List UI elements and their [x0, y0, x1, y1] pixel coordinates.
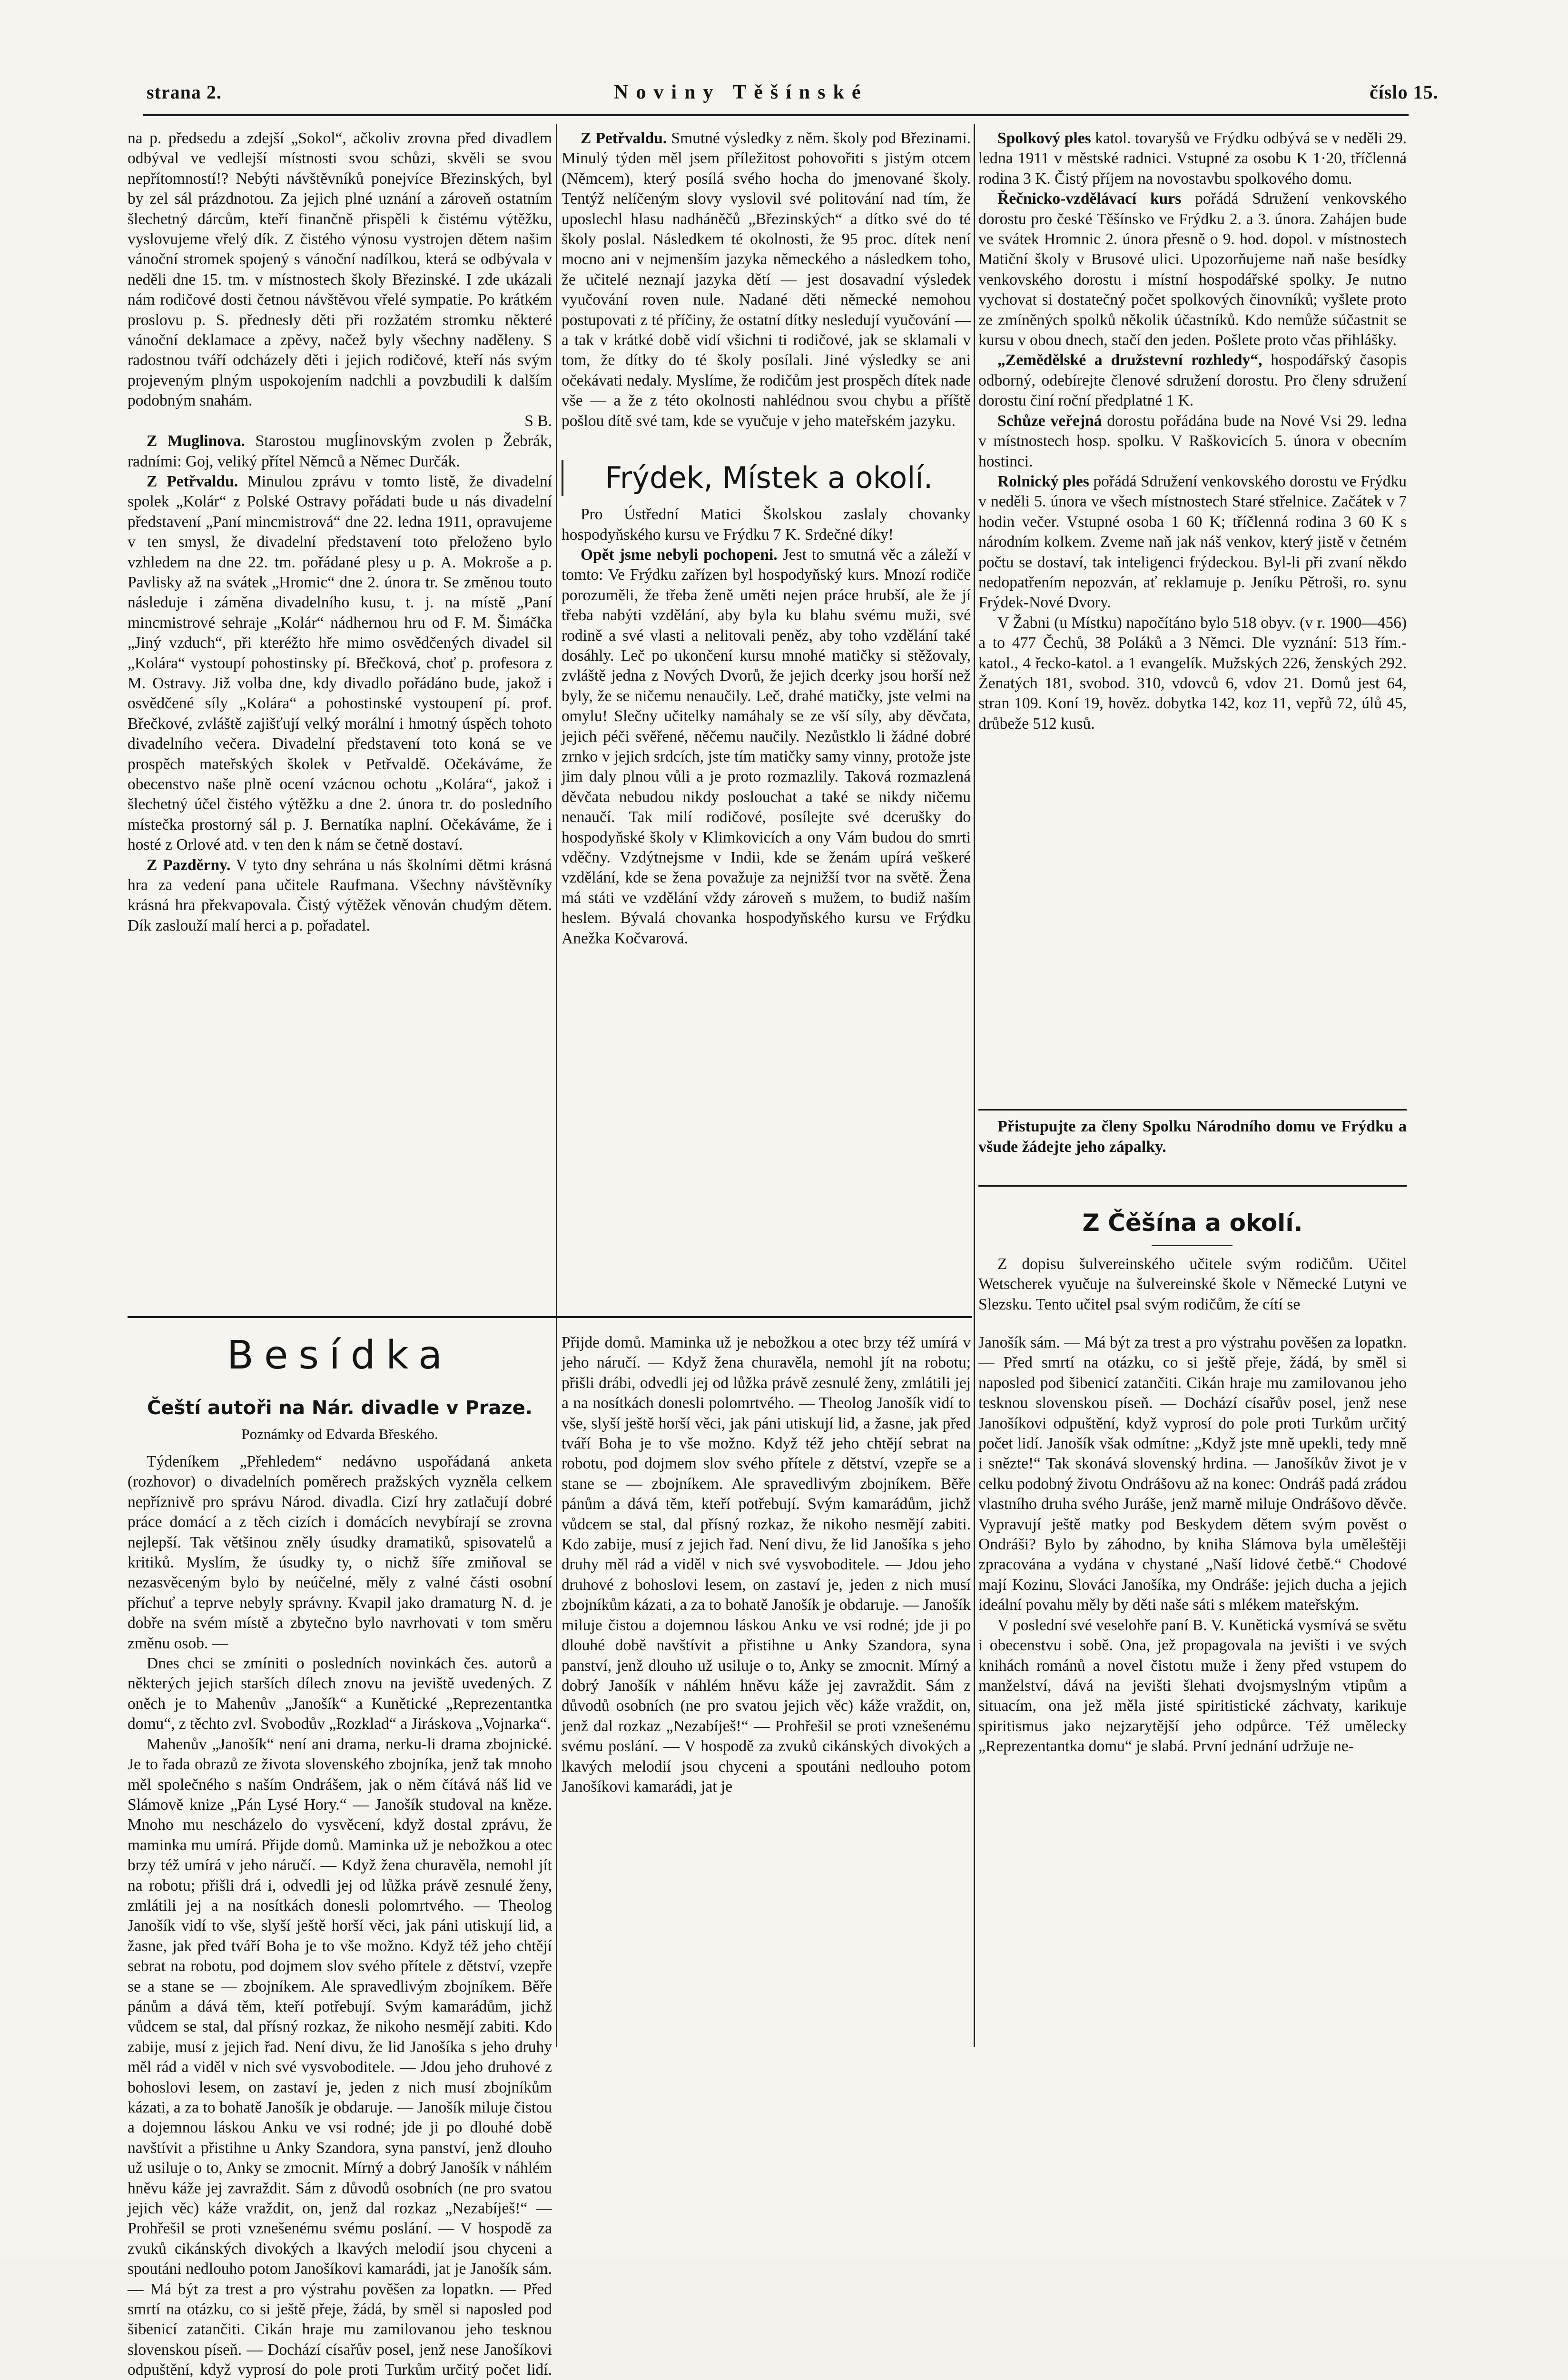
article-lead: Spolkový ples	[997, 129, 1091, 147]
article-paragraph	[978, 350, 1407, 411]
article-lead: Řečnicko-vzdělávací kurs	[997, 190, 1182, 208]
besidka-column-2	[562, 1333, 971, 2047]
article-signature: S B.	[524, 412, 552, 430]
article-text: pořádá Sdružení venkovského dorostu pro české Těšínsko ve Frýdku 2. a 3. února. Zahájen bude ve svátek Hromnic 2. února přesně o 9. hod. dopol. v místnostech Matiční školy v Brusové ulici. Upozorňujeme naň naše besídky venkovského dorostu i místní hospodářské spolky. Je nutno vychovat si dostatečný počet spolkových činovníků; vyšlete proto ze zmíněných spolků několik účastníků. Kdo nemůže súčastnit se kursu v obou dnech, stačí den jeden. Pošlete proto včas přihlášky.	[978, 190, 1407, 349]
article-lead: Schůze veřejná	[997, 412, 1102, 430]
article-text: hospodářský časopis odborný, odebírejte členové sdružení dorostu. Pro členy sdružení dorostu činí roční předplatné 1 K.	[978, 351, 1407, 410]
article-text: katol. tovaryšů ve Frýdku odbývá se v neděli 29. ledna 1911 v městské radnici. Vstupné za osobu K 1·20, tříčlenná rodina 3 K. Čistý příjem na novostavbu spolkového domu.	[978, 129, 1407, 188]
article-paragraph	[128, 431, 552, 472]
besidka-paragraph: V poslední své veselohře paní B. V. Kunětická vysmívá se světu i obecenstvu i sobě. Ona, jež propagovala na jevišti i ve svých knihách románů a novel čistotu muže i ženy před vstupem do manželství, dává na jevišti šlehati dvojsmyslným vtipům a situacím, ona jež měla jisté spiritistické záchvaty, karikuje spiritismus jako nejzarytější jeho odpůrce. Též umělecky „Reprezentantka domu“ je slabá. První jednání udržuje ne-	[978, 1616, 1407, 1755]
besidka-title: Besídka	[227, 1333, 453, 1378]
masthead-title: Noviny Těšínské	[614, 81, 868, 103]
article-lead: Opět jsme nebyli pochopeni.	[581, 545, 778, 564]
article-paragraph	[128, 472, 552, 855]
article-text: Jest to smutná věc a záleží v tomto: Ve Frýdku zařízen byl hospodyňský kurs. Mnozí rodiče porozuměli, že třeba ženě uměti nejen práce hrubší, ale že jí třeba nabýti vzdělání, aby byla ku blahu svému muži, své rodině a své vlasti a nelitovali peněz, aby toho vzdělání také dosáhly. Leč po ukončení kursu mnohé matičky si stěžovaly, zvláště jedna z Nových Dvorů, že jejich dcerky jsou horší než byly, že se ničemu nenaučily. Leč, drahé matičky, jste velmi na omylu! Slečny učitelky namáhaly se ze vší síly, aby děvčata, jejich péči svěřené, něčemu naučily. Nezůstklo li žádné dobré zrnko v jejich srdcích, jste tím matičky samy vinny, protože jste jim daly plnou vůli a je proto rozmazlily. Taková rozmazlená děvčata nebudou nikdy poslouchat a také se nikdy ničemu nenaučí. Tak milí rodičové, posílejte své dcerušky do hospodyňské školy v Klimkovicích a ony Vám budou do smrti vděčny. Vzdýtnejsme v Indii, kde se ženám upírá veškeré vzdělání, kde se žena považuje za nejnižší tvor na světě. Žena má státi ve vzdělání vždy zároveň s mužem, to budiž naším heslem. Bývalá chovanka hospodyňského kursu ve Frýdku Anežka Kočvarová.	[562, 545, 971, 947]
besidka-paragraph: Mahenův „Janošík“ není ani drama, nerku-li drama zbojnické. Je to řada obrazů ze života slovenského zbojníka, jenž tak mnoho měl společného s naším Ondrášem, jak o něm čítává náš lid ve Slámově knize „Pán Lysé Hory.“ — Janošík studoval na kněze. Mnoho mu nescházelo do vysvěcení, když dostal zprávu, že maminka mu umírá. Přijde domů. Maminka už je nebožkou a otec brzy též umírá v jeho náručí. — Když žena churavěla, nemohl jít na robotu; přišli drá i, odvedli jej od lůžka právě zesnulé ženy, zmlátili jej a na nosítkách donesli polomrtvého. — Theolog Janošík vidí to vše, slyší ještě horší věci, jak páni utiskují lid, a žasne, jak před tváří Boha je to vše možno. Když též jeho chtějí sebrat na robotu, pod dojmem slov svého přítele z dětství, vzepře se a stane se — zbojníkem. Ale spravedlivým zbojníkem. Běře pánům a dává těm, kteří potřebují. Svým kamarádům, jichž vůdcem se stal, dal přísný rozkaz, že nikoho nesmějí zabiti. Kdo zabije, musí z jejich řad. Není divu, že lid Janošíka s jeho druhy měl rád a viděl v nich své vysvoboditele. — Jdou jeho druhové z bohoslovi lesem, on zastaví je, jeden z nich musí zbojníkům kázati, a za to bohatě Janošík je obdaruje. — Janošík miluje čistou a dojemnou láskou Anku ve vsi rodné; jde ji po dlouhé době navštívit a přistihne u Anky Szandora, syna panství, jenž dlouho už usiluje o to, Anky se zmocnit. Mírný a dobrý Janošík v náhlém hněvu káže jej zavraždit. Sám z důvodů osobních (ne pro svatou jejich věc) káže vraždit, on, jenž dal rozkaz „Nezabíješ!“ — Prohřešil se proti vznešenému svému poslání. — V hospodě za zvuků cikánských divokých a lkavých melodií jsou chyceni a spoutáni nedlouho potom Janošíkovi kamarádi, jat je Janošík sám. — Má být za trest a pro výstrahu pověšen za lopatkn. — Před smrtí na otázku, co si ještě přeje, žádá, by směl si naposled pod šibenicí zatančiti. Cikán hraje mu zamilovanou jeho tesknou slovenskou píseň. — Dochází císařův posel, jenž nese Janošíkovi odpuštění, když vyprosí do pole proti Turkům určitý počet lidí.	[128, 1735, 552, 2379]
column-rule-1	[556, 124, 557, 2047]
title-underline	[1152, 1245, 1233, 1246]
article-paragraph	[978, 411, 1407, 472]
article-paragraph: na p. předsedu a zdejší „Sokol“, ačkoliv zrovna před divadlem odbýval ve vedlejší místnosti svou schůzi, skvěli se svou nepřítomností!? Nebýti návštěvníků ponejvíce Březinských, byl by zel sál prázdnotou. Za jejich plné uznání a zároveň ostatním šlechetný dárcům, kteří finančně přispěli k čistému výtěžku, vyslovujeme vřelý dík. Z čistého výnosu vystrojen dětem našim vánoční stromek spojený s vánoční nadílkou, která se odbývala v neděli dne 15. tm. v místnostech školy Březinské. I zde ukázali nám rodičové dosti četnou návštěvou vřelé sympatie. Po krátkém proslovu p. S. přednesly děti při rozžatém stromku některé vánoční deklamace a zpěvy, načež byly všechny naděleny. S radostnou tváří odcházely děti i jejich rodičové, kteří nás svým projeveným plným uspokojením nadchli a povzbudili k dalším podobným snahám.	[128, 129, 552, 410]
article-text: dorostu pořádána bude na Nové Vsi 29. ledna v místnostech hosp. spolku. V Raškovicích 5. února v obecním hostinci.	[978, 412, 1407, 470]
besidka-paragraph: Týdeníkem „Přehledem“ nedávno uspořádaná anketa (rozhovor) o divadelních poměrech pražských vyzněla celkem nepříznivě pro správu Národ. divadla. Cizí hry zatlačují dobré práce domácí a z těch cizích i domácích nevybírají se zrovna nejlepší. Tak většinou zněly úsudky dramatiků, spisovatelů a kritiků. Myslím, že úsudky ty, o nichž šíře zmiňoval se nezasvěceným bylo by neúčelné, měly z valné části osobní příchuť a teprve nebyly správny. Kvapil jako dramaturg N. d. je dobře na svém místě a zbytečno bylo navrhovati v tom směru změnu osob. —	[128, 1453, 552, 1652]
column-3	[978, 129, 1407, 1219]
issue-number: číslo 15.	[1370, 81, 1439, 103]
article-paragraph	[562, 129, 971, 431]
article-lead: Z Pazděrny.	[147, 856, 231, 874]
besidka-column-3	[978, 1333, 1407, 2047]
section-title-frydek: Frýdek, Místek a okolí.	[562, 460, 971, 496]
article-lead: Z Petřvaldu.	[147, 472, 238, 490]
spolek-notice: Přistupujte za členy Spolku Národního domu ve Frýdku a všude žádejte jeho zápalky.	[978, 1118, 1407, 1156]
column-2	[562, 129, 971, 1309]
column-1	[128, 129, 552, 1309]
article-lead: Rolnický ples	[997, 472, 1089, 490]
header-rule	[143, 114, 1409, 116]
section-title-tesin: Z Čěšína a okolí.	[1082, 1209, 1303, 1237]
article-text: Minulou zprávu v tomto listě, že divadelní spolek „Kolár“ z Polské Ostravy pořádati bude u nás divadelní představení „Paní mincmistrová“ dne 22. ledna 1911, opravujeme v ten smysl, že divadelní představení toto přeloženo bylo vzhledem na dne 22. tm. pořádané plesy u p. A. Mokroše a p. Pavlisky až na svátek „Hromic“ dne 2. února tr. Se změnou touto následuje i záměna divadelního kusu, t. j. na místě „Paní mincmistrové sehraje „Kolár“ nádhernou hru od F. M. Šimáčka „Jiný vzduch“, při kteréžto hře mimo osvědčených divadel sil „Kolára“ vystoupí pohostinsky pí. Břečková, choť p. profesora z M. Ostravy. Již volba dne, kdy divadlo pořádáno bude, jakož i osvědčené síly „Kolára“ a pohostinské vystoupení pí. prof. Břečkové, zvláště zajišťují velký morální i hmotný úspěch tohoto divadelního večera. Divadelní představení toto koná se ve prospěch mateřských školek v Petřvaldě. Očekáváme, že obecenstvo naše plně ocení vzácnou ochotu „Kolára“, jakož i šlechetný účel čistého výtěžku a dne 2. února tr. do posledního místečka prostorný sál p. J. Bernatíka naplní. Očekáváme, že i hosté z Orlové atd. v ten den k nám se četně dostaví.	[128, 472, 552, 854]
article-text: pořádá Sdružení venkovského dorostu ve Frýdku v neděli 5. února ve všech místnostech Staré střelnice. Začátek v 7 hodin večer. Vstupné osoba 1 60 K; tříčlenná rodina 3 60 K s národním kolkem. Zveme naň jak náš venkov, který jistě v četném počtu se dostaví, tak inteligenci frýdeckou. Byl-li při zvaní někdo nedopatřením nepozván, ať reklamuje p. Jeníku Pětroši, ro. synu Frýdek-Nové Dvory.	[978, 472, 1407, 612]
besidka-column-1	[128, 1452, 552, 2379]
article-paragraph	[978, 472, 1407, 613]
besidka-byline: Poznámky od Edvarda Břeského.	[241, 1426, 438, 1442]
article-paragraph	[562, 545, 971, 949]
article-lead: Z Petřvaldu.	[581, 129, 667, 147]
article-paragraph	[978, 129, 1407, 189]
article-paragraph: Pro Ústřední Matici Školskou zaslaly chovanky hospodyňského kursu ve Frýdku 7 K. Srdečné díky!	[562, 506, 971, 544]
article-paragraph	[128, 855, 552, 936]
article-paragraph	[978, 189, 1407, 350]
besidka-subtitle: Čeští autoři na Nár. divadle v Praze.	[147, 1397, 533, 1419]
besidka-continued: Přijde domů. Maminka už je nebožkou a otec brzy též umírá v jeho náručí. — Když žena churavěla, nemohl jít na robotu; přišli drábi, odvedli jej od lůžka právě zesnulé ženy, zmlátili jej a na nosítkách donesli polomrtvého. — Theolog Janošík vidí to vše, slyší ještě horší věci, jak páni utiskují lid, a žasne, jak před tváří Boha je to vše možno. Když též jeho chtějí sebrat na robotu, pod dojmem slov svého přítele z dětství, vzepře se a stane se — zbojníkem. Ale spravedlivým zbojníkem. Běře pánům a dává těm, kteří potřebují. Svým kamarádům, jichž vůdcem se stal, dal přísný rozkaz, že nikoho nesmějí zabiti. Kdo zabije, musí z jejich řad. Není divu, že lid Janošíka s jeho druhy měl rád a viděl v nich své vysvoboditele. — Jdou jeho druhové z bohoslovi lesem, on zastaví je, jeden z nich musí zbojníkům kázati, a za to bohatě Janošík je obdaruje. — Janošík miluje čistou a dojemnou láskou Anku ve vsi rodné; jde ji po dlouhé době navštívit a přistihne u Anky Szandora, syna panství, jenž dlouho už usiluje o to, Anky se zmocnit. Mírný a dobrý Janošík v náhlém hněvu káže jej zavraždit. Sám z důvodů osobních (ne pro svatou jejich věc) káže vraždit, on, jenž dal rozkaz „Nezabíješ!“ — Prohřešil se proti vznešenému svému poslání. — V hospodě za zvuků cikánských divokých a lkavých melodií jsou chyceni a spoutáni nedlouho potom Janošíkovi kamarádi, jat je	[562, 1334, 971, 1795]
article-paragraph: V Žabni (u Místku) napočítáno bylo 518 obyv. (v r. 1900—456) a to 477 Čechů, 38 Poláků a 3 Němci. Dle vyznání: 513 řím.-katol., 4 řecko-katol. a 1 evangelík. Mužských 226, ženských 292. Ženatých 181, svobod. 310, vdovců 6, vdov 21. Domů jest 64, stran 109. Koní 19, hověz. dobytka 142, koz 11, vepřů 72, úlů 45, drůbeže 512 kusů.	[978, 614, 1407, 733]
tesin-article: Z dopisu šulvereinského učitele svým rodičům. Učitel Wetscherek vyučuje na šulvereinské škole v Německé Lutyni ve Slezsku. Tento učitel psal svým rodičům, že cítí se	[978, 1255, 1407, 1313]
besidka-continued: Janošík sám. — Má být za trest a pro výstrahu pověšen za lopatkn. — Před smrtí na otázku, co si ještě přeje, žádá, by směl si naposled pod šibenicí zatančiti. Cikán hraje mu zamilovanou jeho tesknou slovenskou píseň. — Dochází císařův posel, jenž nese Janošíkovi odpuštění, když vyprosí do pole proti Turkům určitý počet lidí. Janošík však odmítne: „Když jste mně upekli, tedy mně i snězte!“ Tak skonává slovenský hrdina. — Janošíkův život je v celku podobný životu Ondrášovu až na konec: Ondráš padá zrádou vlastního druha svého Juráše, jenž marně miluje Ondrášovo děvče. Vypravují ještě matky pod Beskydem dětem svým pověst o Ondráši? Bylo by záhodno, by kniha Slámova byla uměleštěji zpracována a vydána v chystané „Naší lidové četbě.“ Chodové mají Kozinu, Slováci Janošíka, my Ondráše: jejich ducha a jejich ideální povahu měly by děti naše sáti s mlékem mateřským.	[978, 1334, 1407, 1614]
page-number: strana 2.	[147, 81, 222, 103]
notice-rule-top	[978, 1109, 1407, 1111]
besidka-paragraph: Dnes chci se zmíniti o posledních novinkách čes. autorů a některých jejich starších dílech znovu na jeviště uvedených. Z oněch je to Mahenův „Janošík“ a Kunětické „Reprezentantka domu“, z těchto zvl. Svobodův „Rozklad“ a Jiráskova „Vojnarka“.	[128, 1655, 552, 1733]
article-lead: Z Muglinova.	[147, 432, 245, 450]
column-rule-2	[974, 124, 975, 2047]
article-text: V tyto dny sehrána u nás školními dětmi krásná hra za vedení pana učitele Raufmana. Všechny návštěvníky krásná hra překvapovala. Čistý výtěžek věnován chudým dětem. Dík zaslouží malí herci a p. pořadatel.	[128, 856, 552, 934]
article-text: Starostou mugĺinovským zvolen p Žebrák, radními: Goj, veliký přítel Němců a Němec Durčák.	[128, 432, 552, 470]
article-lead: „Zemědělské a družstevní rozhledy“,	[997, 351, 1262, 369]
feuilleton-rule	[128, 1316, 972, 1318]
notice-rule-bottom	[978, 1185, 1407, 1187]
article-text: Smutné výsledky z něm. školy pod Březinami. Minulý týden měl jsem příležitost pohovořiti s jistým otcem (Němcem), který posílá svého hocha do jmenované školy. Tentýž nelíčeným slovy vyslovil své politování nad tím, že uposlechl hlasu nadháněčů „Březinských“ a dítko své do té školy poslal. Následkem té okolnosti, že 95 proc. dítek není mocno ani v nejmenším jazyka německého a následkem toho, že učitelé neznají jazyka dětí — jest dosavadní výsledek vyučování roven nule. Nadané děti německé nemohou postupovati z té příčiny, že ostatní dítky nesledují vyučování — a tak v krátké době vidí všichni ti rodičové, jak se sklamali v tom, že dítky do té školy posílali. Jiné výsledky se ani očekávati nedaly. Myslíme, že rodičům jest prospěch dítek nade vše — a že z této okolnosti nahlédnou svou chybu a příště pošlou dítě své tam, kde se vyučuje v jeho mateřském jazyku.	[562, 129, 971, 430]
